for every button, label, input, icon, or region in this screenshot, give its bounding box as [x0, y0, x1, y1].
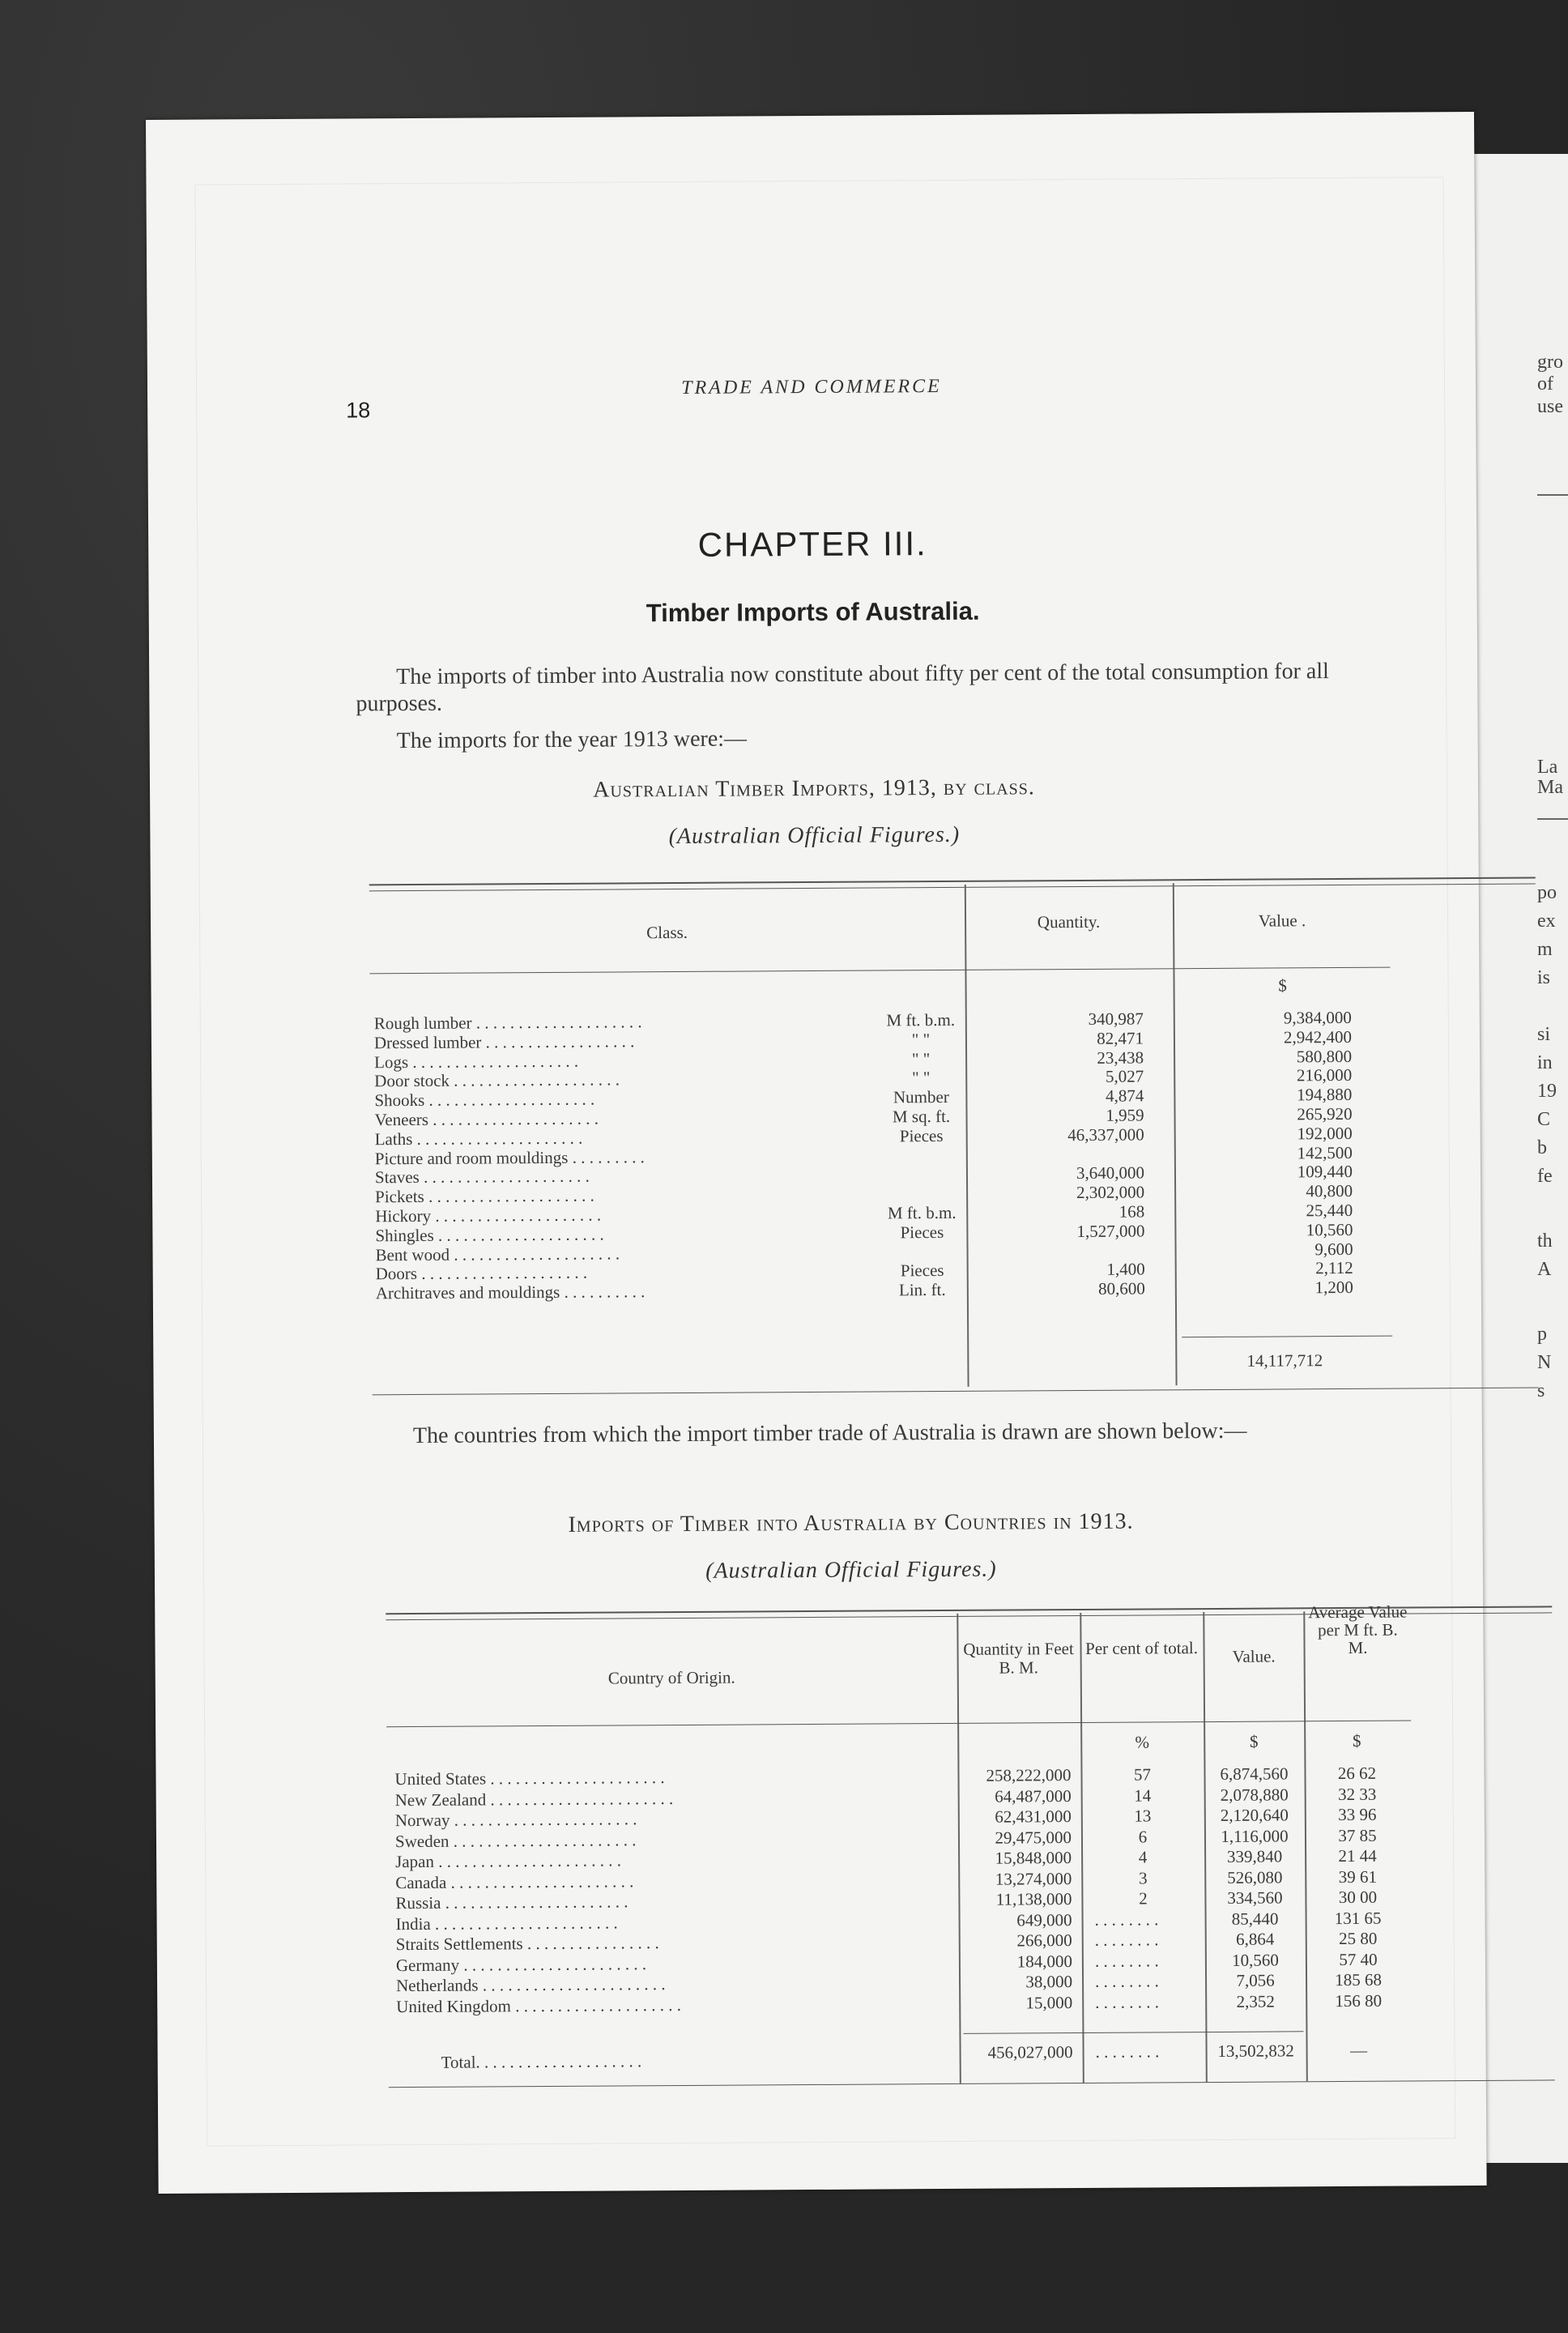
adjacent-page-fragment: is: [1537, 967, 1551, 988]
table2-row-percent: 14: [1134, 1785, 1152, 1806]
table1-row-value: 9,384,000: [1283, 1007, 1352, 1028]
table1-subcaption: (Australian Official Figures.): [668, 821, 961, 850]
table2-row-label: Sweden . . . . . . . . . . . . . . . . . . . . . .: [394, 1829, 637, 1851]
table1-row-class: Veneers: [374, 1109, 429, 1130]
table2-row-value: 6,874,560: [1220, 1764, 1289, 1784]
table1-row-class: Laths: [374, 1128, 413, 1149]
table1-row-quantity: 340,987: [1088, 1009, 1144, 1029]
table1-row-class: Bent wood: [375, 1244, 450, 1265]
table2-row-country: United Kingdom: [396, 1995, 512, 2016]
table1-row-unit: Pieces: [900, 1260, 944, 1281]
table1-row-quantity: 5,027: [1105, 1066, 1144, 1087]
table2-header-country: Country of Origin.: [607, 1667, 735, 1688]
table1-row-quantity: 2,302,000: [1076, 1182, 1145, 1203]
table1-row-class: Shingles: [375, 1225, 434, 1246]
table2-row-average: 25 80: [1339, 1928, 1378, 1949]
table2-row-quantity: 15,848,000: [995, 1848, 1072, 1868]
table1-row-value: 142,500: [1297, 1142, 1353, 1162]
table2-row-average: 26 62: [1337, 1763, 1377, 1784]
table1-row-label: Logs . . . . . . . . . . . . . . . . . . . .: [374, 1051, 579, 1072]
table2-row-value: 2,078,880: [1220, 1784, 1289, 1805]
adjacent-page-fragment: b: [1537, 1137, 1547, 1158]
table1-row-class: Rough lumber: [373, 1013, 472, 1034]
table2-row-percent-dots: . . . . . . . .: [1094, 1909, 1159, 1930]
document-page: [146, 112, 1487, 2194]
table2-row-quantity: 13,274,000: [995, 1868, 1072, 1889]
chapter-subtitle: Timber Imports of Australia.: [646, 596, 980, 628]
table2-row-country: Sweden: [394, 1831, 450, 1851]
table2-row-average: 21 44: [1338, 1845, 1377, 1866]
adjacent-page-fragment: La: [1537, 757, 1558, 778]
table2-row-percent-dots: . . . . . . . .: [1094, 1971, 1159, 1991]
table1-row-quantity: 3,640,000: [1076, 1162, 1145, 1184]
table2-header-quantity: Quantity in Feet B. M.: [963, 1639, 1074, 1678]
table1-row-unit: M ft. b.m.: [887, 1202, 957, 1223]
table1-row-class: Logs: [374, 1051, 409, 1072]
table2-row-value: 10,560: [1231, 1949, 1279, 1970]
table2-row-label: United Kingdom . . . . . . . . . . . . . . . . . . . .: [396, 1994, 682, 2016]
table2-row-quantity: 62,431,000: [995, 1806, 1072, 1827]
table1-row-unit: Pieces: [899, 1125, 944, 1146]
table2-row-country: India: [395, 1913, 431, 1934]
table1-row-label: Veneers . . . . . . . . . . . . . . . . . . . .: [374, 1108, 599, 1130]
table2-row-label: India . . . . . . . . . . . . . . . . . . . . . .: [395, 1912, 618, 1934]
table1-row-value: 2,942,400: [1283, 1026, 1353, 1047]
table1-row-value: 194,880: [1297, 1085, 1353, 1105]
table2-row-quantity: 266,000: [1016, 1930, 1072, 1951]
adjacent-page-fragment: of: [1537, 373, 1553, 395]
table1-row-quantity: 1,527,000: [1076, 1221, 1145, 1241]
table1-row-value: 10,560: [1306, 1219, 1353, 1240]
adjacent-page-fragment: fe: [1537, 1166, 1553, 1187]
table2-row-value: 526,080: [1227, 1866, 1283, 1887]
table1-row-label: Staves . . . . . . . . . . . . . . . . . . . .: [374, 1166, 590, 1188]
table2-row-percent: 13: [1134, 1806, 1152, 1826]
table2-caption-text: Imports of Timber into Australia by Countries in 1913.: [568, 1508, 1134, 1538]
table2-row-value: 6,864: [1236, 1929, 1275, 1949]
table2-row-quantity: 38,000: [1025, 1972, 1073, 1992]
table1-row-label: Door stock . . . . . . . . . . . . . . . . . . . .: [374, 1069, 620, 1091]
table2-total-label: Total. . . . . . . . . . . . . . . . . . . .: [441, 2051, 642, 2072]
adjacent-page-fragment: N: [1537, 1352, 1552, 1373]
table2-row-quantity: 184,000: [1016, 1951, 1072, 1971]
table1-header-class: Class.: [646, 922, 688, 943]
table1-row-unit: Lin. ft.: [898, 1280, 946, 1300]
table1-row-quantity: 80,600: [1098, 1278, 1145, 1299]
table1-row-unit: M sq. ft.: [892, 1106, 951, 1127]
table1-row-class: Dressed lumber: [373, 1032, 482, 1053]
table2-subcaption: (Australian Official Figures.): [705, 1556, 997, 1584]
running-head: TRADE AND COMMERCE: [681, 376, 942, 399]
adjacent-page-fragment: s: [1537, 1380, 1545, 1401]
table1-value-unit: $: [1278, 975, 1287, 996]
table2-row-value: 85,440: [1231, 1908, 1279, 1929]
table1-row-value: 109,440: [1297, 1162, 1353, 1182]
table2-total-average: —: [1350, 2040, 1368, 2060]
table2-row-label: New Zealand . . . . . . . . . . . . . . . . . . . . . .: [394, 1788, 674, 1810]
table2-row-percent-dots: . . . . . . . .: [1094, 1950, 1159, 1971]
table2-row-average: 39 61: [1338, 1866, 1377, 1887]
table2-row-value: 334,560: [1227, 1887, 1283, 1908]
table2-row-label: Germany . . . . . . . . . . . . . . . . . . . . . .: [395, 1953, 647, 1975]
adjacent-page-fragment: si: [1537, 1024, 1551, 1045]
table2-row-country: Russia: [395, 1892, 441, 1913]
table2-row-country: Straits Settlements: [395, 1934, 523, 1955]
table1-row-class: Door stock: [374, 1071, 450, 1091]
table1-row-class: Pickets: [375, 1187, 424, 1207]
table2-total-percent-dots: . . . . . . . .: [1095, 2041, 1160, 2062]
adjacent-page-fragment: th: [1537, 1230, 1553, 1252]
table2-percent-unit: %: [1135, 1732, 1150, 1752]
table2-row-label: Netherlands . . . . . . . . . . . . . . . . . . . . . .: [396, 1974, 666, 1996]
table2-row-quantity: 258,222,000: [986, 1765, 1072, 1785]
table1-row-quantity: 4,874: [1106, 1085, 1144, 1106]
table2-total-value: 13,502,832: [1217, 2041, 1294, 2061]
table1-row-unit: " ": [911, 1048, 931, 1068]
table1-row-label: Pickets . . . . . . . . . . . . . . . . . . . .: [375, 1185, 594, 1207]
adjacent-page-rule: [1537, 494, 1568, 496]
table1-row-label: Architraves and mouldings . . . . . . . . . .: [375, 1282, 646, 1303]
table2-row-average: 156 80: [1335, 1990, 1383, 2011]
adjacent-page-fragment: 19: [1537, 1081, 1557, 1102]
adjacent-page-fragment: po: [1537, 882, 1557, 903]
table2-row-country: United States: [394, 1768, 487, 1789]
table1-row-quantity: 1,400: [1106, 1259, 1145, 1280]
table1-row-class: Hickory: [375, 1205, 432, 1226]
table2-row-average: 131 65: [1334, 1908, 1382, 1928]
table2-row-percent: 2: [1139, 1888, 1148, 1909]
table2-row-percent: 4: [1138, 1847, 1148, 1867]
table2-row-average: 33 96: [1338, 1804, 1377, 1825]
table1-row-value: 1,200: [1314, 1277, 1353, 1298]
table2-row-quantity: 15,000: [1025, 1992, 1073, 2012]
table2-row-label: Straits Settlements . . . . . . . . . . . . . . . .: [395, 1933, 659, 1955]
table1-total-value: 14,117,712: [1246, 1350, 1323, 1371]
table1-row-class: Doors: [375, 1264, 418, 1284]
table2-row-quantity: 11,138,000: [995, 1889, 1072, 1909]
table1-row-class: Architraves and mouldings: [375, 1282, 560, 1303]
table1-row-label: Picture and room mouldings . . . . . . . . .: [374, 1146, 645, 1168]
table1-row-value: 580,800: [1296, 1046, 1353, 1066]
adjacent-page-fragment: use: [1537, 396, 1563, 417]
table2-row-label: United States . . . . . . . . . . . . . . . . . . . . .: [394, 1768, 665, 1789]
table2-row-percent-dots: . . . . . . . .: [1094, 1930, 1159, 1950]
table2-total-quantity: 456,027,000: [987, 2042, 1073, 2062]
table1-header-quantity: Quantity.: [1037, 911, 1101, 932]
table1-row-unit: " ": [911, 1068, 931, 1088]
table1-row-unit: Pieces: [900, 1222, 944, 1243]
table1-row-quantity: 82,471: [1097, 1028, 1144, 1048]
table1-row-class: Shooks: [374, 1090, 425, 1111]
table2-row-label: Japan . . . . . . . . . . . . . . . . . . . . . .: [395, 1850, 622, 1872]
table2-row-label: Russia . . . . . . . . . . . . . . . . . . . . . .: [395, 1892, 628, 1913]
table2-row-average: 185 68: [1335, 1969, 1383, 1990]
page-number: 18: [346, 398, 371, 423]
adjacent-page-fragment: in: [1537, 1052, 1553, 1073]
table2-header-percent: Per cent of total.: [1085, 1638, 1199, 1658]
table2-row-country: Japan: [395, 1851, 435, 1872]
table2-row-country: Netherlands: [396, 1975, 479, 1996]
table2-row-value: 7,056: [1236, 1970, 1275, 1990]
table2-row-value: 2,120,640: [1220, 1805, 1289, 1825]
table2-row-average: 30 00: [1338, 1887, 1378, 1908]
adjacent-page-fragment: gro: [1537, 352, 1563, 373]
table2-row-label: Canada . . . . . . . . . . . . . . . . . . . . . .: [395, 1870, 634, 1892]
table1-header-value: Value .: [1258, 911, 1306, 931]
table2-row-quantity: 29,475,000: [995, 1827, 1072, 1848]
table1-row-value: 216,000: [1296, 1065, 1353, 1085]
table2-row-average: 32 33: [1337, 1784, 1377, 1804]
table1-row-unit: Number: [893, 1087, 949, 1107]
table2-row-label: Norway . . . . . . . . . . . . . . . . . . . . . .: [394, 1809, 637, 1831]
table2-row-quantity: 64,487,000: [995, 1785, 1072, 1806]
table1-row-label: Rough lumber . . . . . . . . . . . . . . . . . . . .: [373, 1012, 642, 1034]
table1-row-quantity: 168: [1118, 1201, 1145, 1222]
table1-row-value: 265,920: [1297, 1103, 1353, 1124]
table2-row-percent: 57: [1133, 1764, 1152, 1785]
adjacent-page-fragment: m: [1537, 939, 1553, 960]
table1-row-value: 25,440: [1306, 1200, 1353, 1221]
table1-row-label: Doors . . . . . . . . . . . . . . . . . . . .: [375, 1263, 588, 1284]
chapter-heading: CHAPTER III.: [697, 524, 927, 564]
table2-row-percent: 3: [1138, 1867, 1148, 1888]
table2-row-country: Norway: [394, 1810, 450, 1831]
countries-paragraph: The countries from which the import timber trade of Australia is drawn are shown below:—: [412, 1418, 1247, 1449]
table2-total-label-text: Total: [441, 2052, 476, 2072]
table2-value-unit: $: [1249, 1731, 1259, 1751]
table2-row-value: 339,840: [1226, 1846, 1283, 1866]
table1-row-value: 2,112: [1315, 1258, 1353, 1278]
table1-row-value: 192,000: [1297, 1123, 1353, 1144]
table2-row-quantity: 649,000: [1016, 1909, 1072, 1930]
table1-row-class: Picture and room mouldings: [374, 1147, 569, 1168]
adjacent-page-fragment: A: [1537, 1259, 1552, 1280]
adjacent-page-fragment: ex: [1537, 911, 1556, 932]
table2-row-value: 1,116,000: [1221, 1825, 1289, 1846]
table2-row-value: 2,352: [1236, 1991, 1275, 2011]
table1-row-label: Shooks . . . . . . . . . . . . . . . . . . . .: [374, 1089, 595, 1111]
table1-row-value: 9,600: [1314, 1239, 1353, 1259]
table1-row-value: 40,800: [1306, 1181, 1353, 1201]
table1-row-label: Shingles . . . . . . . . . . . . . . . . . . . .: [375, 1224, 604, 1246]
table1-row-label: Hickory . . . . . . . . . . . . . . . . . . . .: [375, 1205, 602, 1226]
imports-lead-in: The imports for the year 1913 were:—: [396, 726, 748, 754]
table2-header-average: Average Value per M ft. B. M.: [1308, 1602, 1408, 1657]
table2-row-average: 57 40: [1339, 1949, 1378, 1969]
table1-row-label: Dressed lumber . . . . . . . . . . . . . . . . . .: [373, 1031, 635, 1053]
table2-header-value: Value.: [1232, 1646, 1276, 1666]
table2-row-country: New Zealand: [394, 1789, 487, 1810]
adjacent-page-fragment: Ma: [1537, 777, 1563, 798]
table1-row-quantity: 23,438: [1097, 1047, 1144, 1068]
table2-average-unit: $: [1352, 1730, 1361, 1751]
adjacent-page-fragment: p: [1537, 1324, 1547, 1345]
table1-row-label: Bent wood . . . . . . . . . . . . . . . . . . . .: [375, 1243, 620, 1265]
adjacent-page-fragment: C: [1537, 1109, 1551, 1130]
table2-row-country: Germany: [395, 1955, 460, 1975]
table2-row-average: 37 85: [1338, 1825, 1377, 1845]
table1-row-quantity: 1,959: [1106, 1105, 1144, 1125]
table2-row-percent: 6: [1138, 1826, 1148, 1847]
adjacent-page-rule: [1537, 818, 1568, 820]
table1-row-unit: M ft. b.m.: [886, 1009, 956, 1030]
table1-row-class: Staves: [374, 1167, 420, 1188]
table1-row-label: Laths . . . . . . . . . . . . . . . . . . . .: [374, 1128, 583, 1149]
table1-row-unit: " ": [911, 1029, 931, 1050]
table2-row-country: Canada: [395, 1872, 447, 1892]
table2-row-percent-dots: . . . . . . . .: [1095, 1991, 1160, 2012]
table1-row-quantity: 46,337,000: [1067, 1124, 1144, 1145]
intro-paragraph: The imports of timber into Australia now constitute about fifty per cent of the total consumption for all purposes.: [356, 659, 1329, 717]
table1-caption-text: Australian Timber Imports, 1913, by class.: [593, 774, 1035, 803]
